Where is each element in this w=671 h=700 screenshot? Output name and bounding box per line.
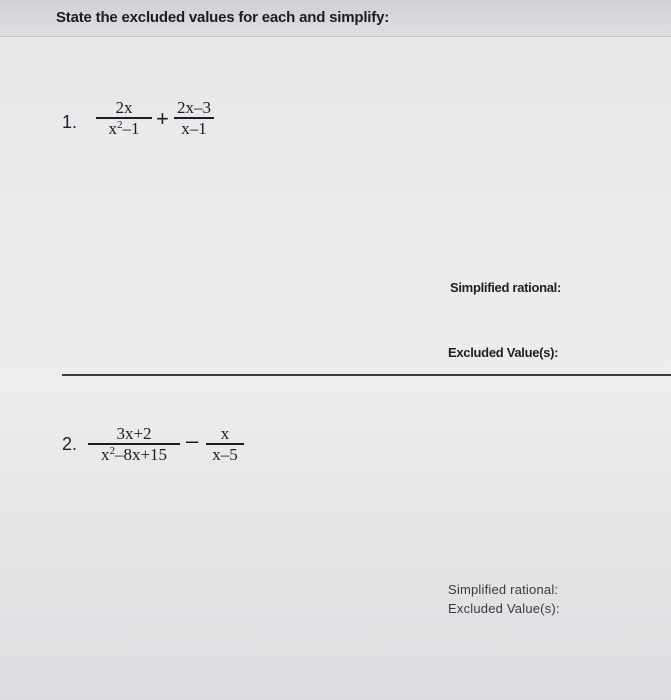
problem-1-fraction-1 [96,100,152,137]
problem-2-fraction-1-denominator: $x^2-8x+15$ [100,444,168,464]
instructions-heading: State the excluded values for each and simplify: [56,9,390,26]
problem-2-operator: – [186,428,199,453]
section-divider [62,374,671,376]
problem-2-fraction-1-numerator: 3x+2 [116,424,152,443]
problem-1-fraction-2-denominator: x–1 [181,118,207,138]
problem-2-fraction-2 [206,426,244,463]
problem-2-fraction-1 [88,426,180,463]
problem-1-excluded-label: Excluded Value(s): [448,345,559,360]
problem-1-number: 1. [62,112,78,132]
problem-2-fraction-2-denominator: x–5 [212,444,238,464]
problem-1-operator: + [156,106,169,131]
problem-2-simplified-label: Simplified rational: [448,582,559,597]
problem-2-number: 2. [62,434,78,454]
problem-1-fraction-2-numerator: 2x–3 [177,98,211,117]
problem-2-excluded-label: Excluded Value(s): [448,601,560,616]
problem-1-simplified-label: Simplified rational: [450,280,562,295]
problem-2-fraction-2-numerator: x [220,424,230,443]
problem-1-fraction-1-denominator: $x^2-1$ [108,118,140,138]
problem-1-fraction-1-numerator: 2x [115,98,133,117]
problem-1-fraction-2 [174,100,214,137]
